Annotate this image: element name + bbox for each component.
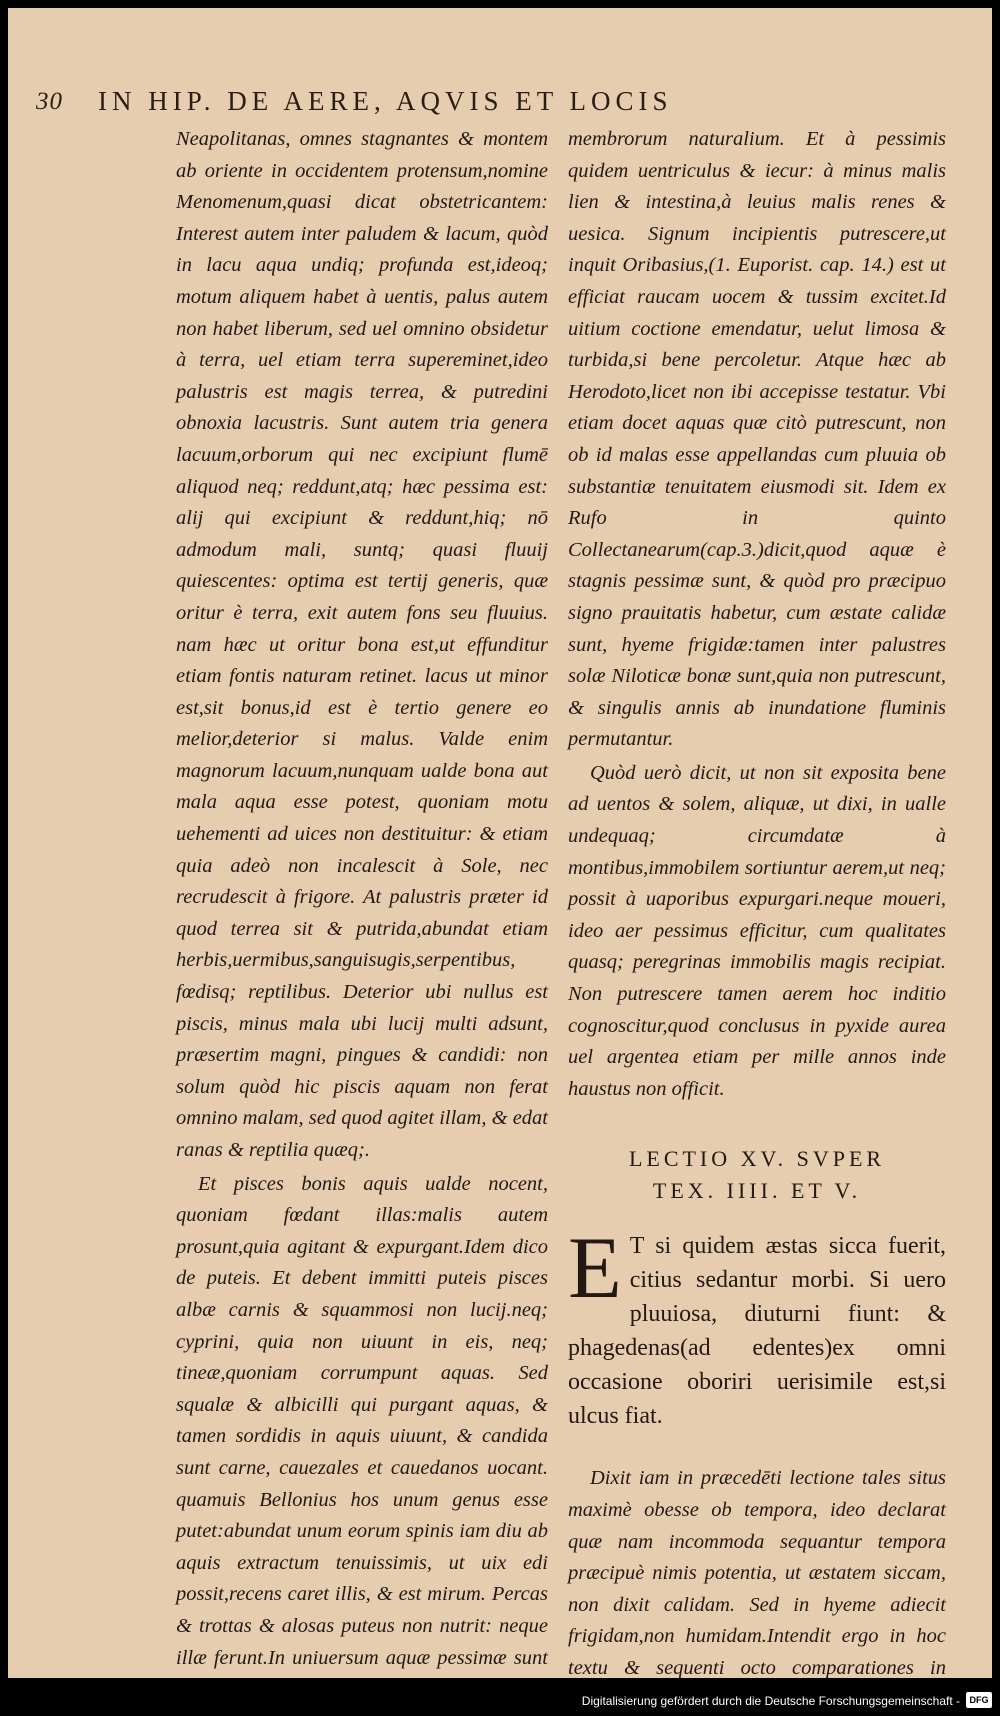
digitization-footer	[0, 1686, 1000, 1716]
right-paragraph-1: membrorum naturalium. Et à pessimis quidem uentriculus & iecur: à minus malis lien & intestina,à leuius malis renes & uesica. Signum incipientis putrescere,ut inquit Oribasius,(1. Euporist. cap. 14.) est ut efficiat raucam uocem & tussim excitet.Id uitium coctione emendatur, uelut limosa & turbida,si bene percoletur. Atque hæc ab Herodoto,licet non ibi accepisse testatur. Vbi etiam docet aquas quæ citò putrescunt, non ob id malas esse appellandas cum pluuia ob substantiæ tenuitatem eiusmodi sit. Idem ex Rufo in quinto Collectanearum(cap.3.)dicit,quod aquæ è stagnis pessimæ sunt, & quòd pro præcipuo signo prauitatis habetur, cum æstate calidæ sunt, hyeme frigidæ:tamen inter palustres solæ Niloticæ bonæ sunt,quia non putrescunt, & singulis annis ab inundatione fluminis permutantur.	[568, 128, 946, 751]
left-paragraph-2: Et pisces bonis aquis ualde nocent, quoniam fœdant illas:malis autem prosunt,quia agitant & expurgant.Idem dico de puteis. Et debent immitti puteis pisces albæ carnis & squammosi non lucij.neq; cyprini, quia non uiuunt in eis, neq; tineæ,quoniam corrumpunt aquas. Sed squalæ & albicilli qui purgant aquas, & tamen sordidis in aquis uiuunt, & candida sunt carne, cauezales et cauedanos uocant. quamuis Bellonius hos unum genus esse putet:abundat unum eorum spinis iam diu ab aquis extractum tenuissimis, ut uix edi possit,recens caret illis, & est mirum. Percas & trottas & alosas puteus non nutrit: neque illæ ferunt.In uniuersum aquæ pessimæ sunt	[176, 1172, 548, 1669]
lection-heading-line-1: LECTIO XV. SVPER	[628, 1146, 886, 1172]
hippocrates-text-body: T si quidem æstas sicca fuerit, citius sedantur morbi. Si uero pluuiosa, diuturni fiunt: & phagedenas(ad edentes)ex omni occasione oboriri uerisimile est,si ulcus fiat.	[568, 1233, 946, 1430]
book-page	[8, 8, 992, 1678]
drop-cap-initial: E	[568, 1220, 622, 1318]
left-column	[176, 124, 548, 1678]
left-paragraph-1: Neapolitanas, omnes stagnantes & montem ab oriente in occidentem protensum,nomine Menomenum,quasi dicat obstetricantem: Interest autem inter paludem & lacum, quòd in lacu aqua undiq; profunda est,ideoq; motum aliquem habet à uentis, palus autem non habet liberum, sed uel omnino obsidetur à terra, uel etiam terra supereminet,ideo palustris est magis terrea, & putredini obnoxia lacustris. Sunt autem tria genera lacuum,orborum qui nec excipiunt flumē aliquod neq; reddunt,atq; hæc pessima est: alij qui excipiunt & reddunt,hiq; nō admodum mali, suntq; quasi fluuij quiescentes: optima est tertij generis, quæ oritur è terra, exit autem fons seu fluuius. nam hæc ut oritur bona est,ut effunditur etiam fontis naturam retinet. lacus ut minor est,sit bonus,id est è tertio genere eo melior,deterior si malus. Valde enim magnorum lacuum,nunquam ualde bona aut mala aqua esse potest, quoniam motu uehementi ad uices non destituitur: & etiam quia adeò non incalescit à Sole, nec recrudescit à frigore. At palustris præter id quod terrea sit & putrida,abundat etiam herbis,uermibus,sanguisugis,serpentibus, fœdisq; reptilibus. Deterior ubi nullus est piscis, minus mala ubi lucij multi adsunt, præsertim magni, pingues & candidi: non solum quòd hic piscis aquam non ferat omnino malam, sed quod agitet illam, & edat ranas & reptilia quæq;.	[176, 128, 548, 1161]
lection-heading-line-2: TEX. IIII. ET V.	[652, 1178, 862, 1204]
dfg-logo-icon: DFG	[966, 1692, 992, 1708]
folio-number: 30	[36, 88, 63, 115]
footer-credit: Digitalisierung gefördert durch die Deutsche Forschungsgemeinschaft -	[581, 1694, 960, 1708]
page-header	[36, 86, 966, 122]
right-paragraph-2: Quòd uerò dicit, ut non sit exposita bene ad uentos & solem, aliquæ, ut dixi, in ualle undequaq; circumdatæ à montibus,immobilem sortiuntur aerem,ut neq; possit à uaporibus expurgari.neque moueri, ideo aer pessimus efficitur, cum qualitates quasq; peregrinas immobilis magis recipiat. Non putrescere tamen aerem hoc inditio cognoscitur,quod conclusus in pyxide aurea uel argentea etiam per mille annos inde haustus non officit.	[568, 761, 946, 1100]
right-column	[568, 124, 946, 1678]
running-title: IN HIP. DE AERE, AQVIS ET LOCIS	[98, 86, 673, 116]
lection-heading	[568, 1143, 946, 1207]
commentary-paragraph: Dixit iam in præcedēti lectione tales situs maximè obesse ob tempora, ideo declarat quæ nam incommoda sequantur tempora præcipuè nimis potentia, ut æstatem siccam, non dixit calidam. Sed in hyeme adiecit frigidam,non humidam.Intendit ergo in hoc textu & sequenti octo comparationes in	[568, 1467, 946, 1678]
hippocrates-text	[568, 1220, 946, 1433]
